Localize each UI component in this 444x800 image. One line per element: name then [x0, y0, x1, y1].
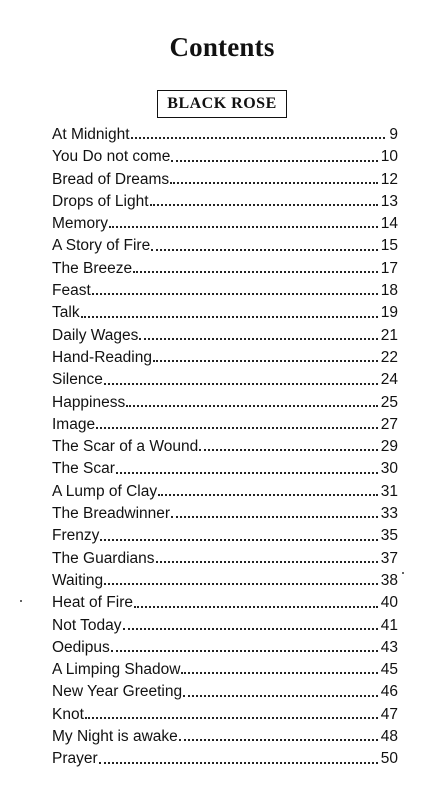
toc-entry-page-number: 12: [380, 170, 398, 188]
toc-entry-title: Knot: [52, 705, 84, 723]
toc-entry-title: Daily Wages: [52, 326, 139, 344]
toc-entry: [52, 414, 398, 436]
toc-entry: [52, 681, 398, 703]
toc-entry: [52, 458, 398, 480]
toc-entry: [52, 191, 398, 213]
toc-entry-page-number: 35: [380, 527, 398, 545]
section-heading-box: [157, 90, 287, 118]
toc-entry: [52, 258, 398, 280]
toc-entry-title: Happiness: [52, 393, 126, 411]
toc-entry-page-number: 18: [380, 282, 398, 300]
toc-entry: [52, 637, 398, 659]
toc-entry: [52, 325, 398, 347]
toc-entry-page-number: 29: [380, 438, 398, 456]
toc-entry-page-number: 10: [380, 148, 398, 166]
toc-entry-title: The Scar of a Wound: [52, 438, 199, 456]
dot-leader: [133, 271, 378, 273]
dot-leader: [158, 494, 378, 496]
toc-entry: [52, 659, 398, 681]
toc-entry-page-number: 41: [380, 616, 398, 634]
dot-leader: [123, 628, 378, 630]
dot-leader: [96, 427, 378, 429]
dot-leader: [92, 293, 378, 295]
toc-entry-page-number: 24: [380, 371, 398, 389]
dot-leader: [134, 606, 378, 608]
toc-entry-page-number: 27: [380, 415, 398, 433]
toc-entry-page-number: 25: [380, 393, 398, 411]
toc-entry: [52, 548, 398, 570]
toc-entry-title: New Year Greeting: [52, 683, 183, 701]
print-speck: [20, 600, 22, 602]
toc-entry: [52, 124, 398, 146]
section-heading: BLACK ROSE: [167, 95, 277, 112]
dot-leader: [104, 383, 378, 385]
toc-entry-title: Waiting: [52, 571, 104, 589]
toc-entry: [52, 481, 398, 503]
toc-entry-title: A Story of Fire: [52, 237, 151, 255]
toc-entry-page-number: 9: [389, 126, 398, 143]
toc-entry-title: Image: [52, 415, 96, 433]
dot-leader: [126, 405, 378, 407]
dot-leader: [100, 539, 377, 541]
toc-entry-page-number: 45: [380, 661, 398, 679]
toc-entry-title: Oedipus: [52, 638, 110, 656]
dot-leader: [151, 249, 378, 251]
toc-entry-page-number: 22: [380, 348, 398, 366]
toc-entry-page-number: 14: [380, 215, 398, 233]
toc-entry-page-number: 48: [380, 728, 398, 746]
toc-entry-title: Bread of Dreams: [52, 170, 170, 188]
table-of-contents: [52, 124, 398, 771]
toc-entry: [52, 570, 398, 592]
toc-entry-page-number: 15: [380, 237, 398, 255]
toc-entry-page-number: 40: [380, 594, 398, 612]
toc-entry-title: Not Today: [52, 616, 122, 634]
toc-entry: [52, 503, 398, 525]
toc-entry-page-number: 47: [380, 705, 398, 723]
toc-entry-title: The Breadwinner: [52, 505, 171, 523]
dot-leader: [85, 717, 378, 719]
page-title: Contents: [169, 32, 275, 62]
toc-entry-title: Hand-Reading: [52, 348, 152, 366]
toc-entry-page-number: 43: [380, 638, 398, 656]
toc-entry: [52, 302, 398, 324]
toc-entry-title: Heat of Fire: [52, 594, 133, 612]
dot-leader: [111, 650, 378, 652]
toc-entry-page-number: 50: [380, 750, 398, 768]
toc-entry-title: Prayer: [52, 750, 98, 768]
dot-leader: [131, 137, 385, 139]
toc-entry-title: You Do not come: [52, 148, 171, 166]
toc-entry-page-number: 46: [380, 683, 398, 701]
toc-entry-title: Talk: [52, 304, 80, 322]
toc-entry: [52, 525, 398, 547]
toc-entry-title: At Midnight: [52, 126, 130, 143]
toc-entry-title: Frenzy: [52, 527, 100, 545]
toc-entry-page-number: 13: [380, 192, 398, 210]
dot-leader: [109, 226, 378, 228]
toc-entry-page-number: 21: [380, 326, 398, 344]
toc-entry: [52, 436, 398, 458]
toc-entry: [52, 748, 398, 770]
toc-entry: [52, 146, 398, 168]
toc-entry-page-number: 31: [380, 482, 398, 500]
toc-entry: [52, 615, 398, 637]
print-speck: [402, 572, 404, 574]
toc-entry-page-number: 38: [380, 571, 398, 589]
toc-entry: [52, 392, 398, 414]
toc-entry: [52, 347, 398, 369]
toc-entry: [52, 213, 398, 235]
toc-entry: [52, 169, 398, 191]
dot-leader: [171, 516, 378, 518]
toc-entry-title: Feast: [52, 282, 91, 300]
dot-leader: [171, 160, 377, 162]
toc-entry: [52, 369, 398, 391]
dot-leader: [104, 583, 378, 585]
toc-entry-title: The Breeze: [52, 259, 133, 277]
toc-entry-title: The Guardians: [52, 549, 155, 567]
toc-entry: [52, 280, 398, 302]
dot-leader: [99, 762, 378, 764]
toc-entry-title: A Lump of Clay: [52, 482, 158, 500]
toc-entry-title: Drops of Light: [52, 192, 149, 210]
toc-entry-title: The Scar: [52, 460, 115, 478]
dot-leader: [139, 338, 377, 340]
toc-entry-page-number: 19: [380, 304, 398, 322]
dot-leader: [183, 695, 378, 697]
toc-entry-title: My Night is awake: [52, 728, 178, 746]
dot-leader: [116, 472, 378, 474]
dot-leader: [181, 672, 377, 674]
toc-entry: [52, 592, 398, 614]
toc-entry-title: Memory: [52, 215, 108, 233]
dot-leader: [199, 449, 378, 451]
toc-entry-page-number: 37: [380, 549, 398, 567]
dot-leader: [156, 561, 378, 563]
toc-entry: [52, 726, 398, 748]
dot-leader: [170, 182, 378, 184]
toc-entry-page-number: 17: [380, 259, 398, 277]
dot-leader: [81, 316, 378, 318]
toc-entry: [52, 235, 398, 257]
dot-leader: [150, 204, 378, 206]
dot-leader: [179, 739, 378, 741]
toc-entry-title: A Limping Shadow: [52, 661, 181, 679]
toc-entry-page-number: 33: [380, 505, 398, 523]
toc-entry: [52, 704, 398, 726]
toc-entry-title: Silence: [52, 371, 103, 389]
toc-entry-page-number: 30: [380, 460, 398, 478]
dot-leader: [153, 360, 378, 362]
